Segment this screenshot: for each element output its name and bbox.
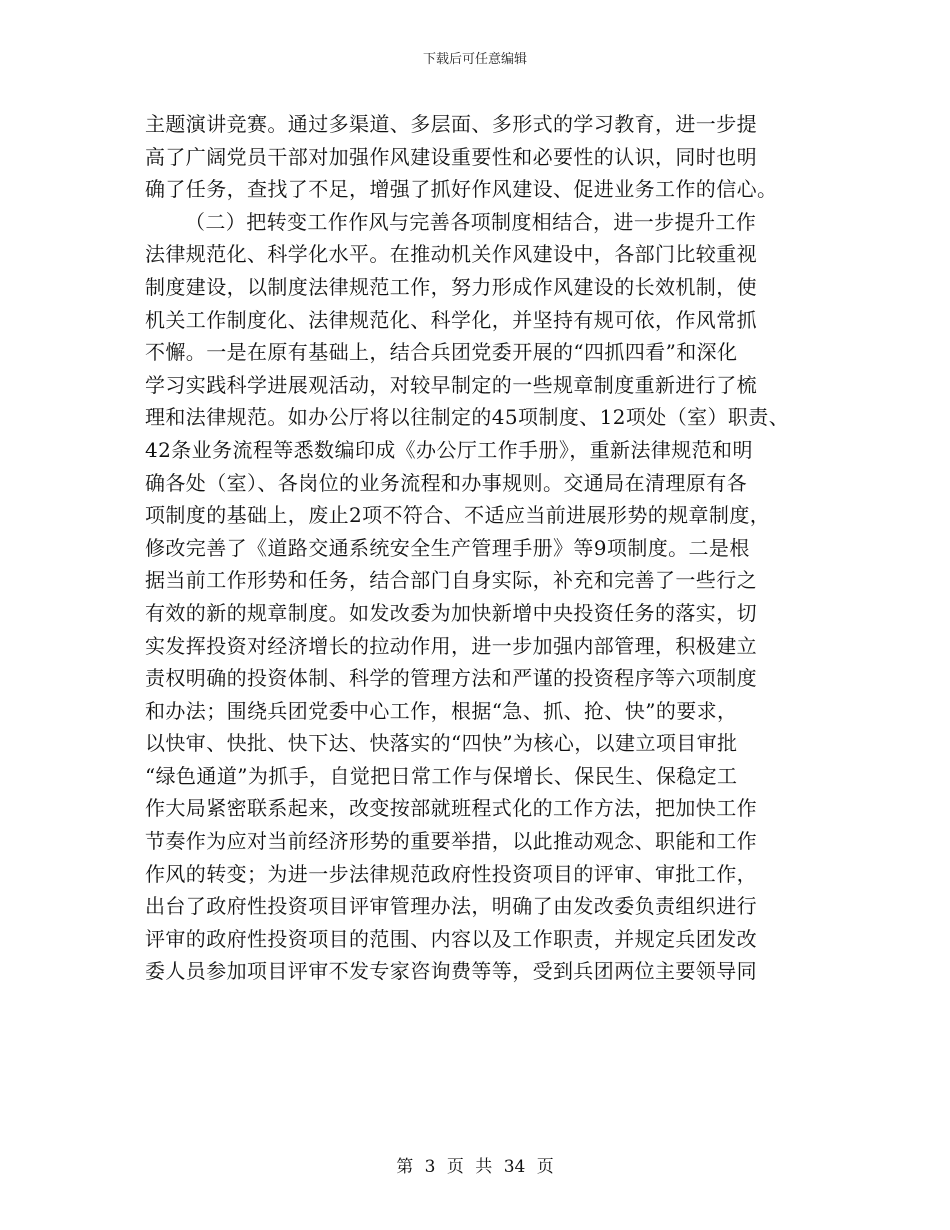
body-line: 实发挥投资对经济增长的拉动作用，进一步加强内部管理，积极建立 (145, 633, 757, 658)
body-line: 不懈。一是在原有基础上，结合兵团党委开展的“四抓四看”和深化 (145, 340, 738, 365)
body-line: 确了任务，查找了不足，增强了抓好作风建设、促进业务工作的信心。 (145, 177, 778, 202)
body-line: 据当前工作形势和任务，结合部门自身实际，补充和完善了一些行之 (145, 568, 757, 593)
body-line: 节奏作为应对当前经济形势的重要举措，以此推动观念、职能和工作 (145, 829, 757, 854)
body-line: 42条业务流程等悉数编印成《办公厅工作手册》，重新法律规范和明 (145, 437, 753, 462)
body-line: 责权明确的投资体制、科学的管理方法和严谨的投资程序等六项制度 (145, 666, 757, 691)
document-body (145, 108, 825, 988)
body-line: 和办法；围绕兵团党委中心工作，根据“急、抓、抢、快”的要求， (145, 698, 738, 723)
body-line: 学习实践科学进展观活动，对较早制定的一些规章制度重新进行了梳 (145, 372, 757, 397)
body-line: “绿色通道”为抓手，自觉把日常工作与保增长、保民生、保稳定工 (145, 763, 738, 788)
body-line: 修改完善了《道路交通系统安全生产管理手册》等9项制度。二是根 (145, 535, 750, 560)
body-line: 作大局紧密联系起来，改变按部就班程式化的工作方法，把加快工作 (145, 796, 757, 821)
page-footer: 第 3 页 共 34 页 (396, 1157, 554, 1177)
body-line: 有效的新的规章制度。如发改委为加快新增中央投资任务的落实，切 (145, 600, 757, 625)
body-line: 制度建设，以制度法律规范工作，努力形成作风建设的长效机制，使 (145, 274, 757, 299)
body-line: 理和法律规范。如办公厅将以往制定的45项制度、12项处（室）职责、 (145, 405, 790, 430)
body-line: 法律规范化、科学化水平。在推动机关作风建设中，各部门比较重视 (145, 242, 757, 267)
body-line: 评审的政府性投资项目的范围、内容以及工作职责，并规定兵团发改 (145, 926, 757, 951)
paragraph-start-line: （二）把转变工作作风与完善各项制度相结合，进一步提升工作 (185, 209, 757, 234)
body-line: 出台了政府性投资项目评审管理办法，明确了由发改委负责组织进行 (145, 894, 757, 919)
body-line: 以快审、快批、快下达、快落实的“四快”为核心，以建立项目审批 (145, 731, 738, 756)
body-line: 项制度的基础上，废止2项不符合、不适应当前进展形势的规章制度， (145, 503, 771, 528)
body-line: 高了广阔党员干部对加强作风建设重要性和必要性的认识，同时也明 (145, 144, 757, 169)
body-line: 委人员参加项目评审不发专家咨询费等等，受到兵团两位主要领导同 (145, 959, 757, 984)
body-line: 确各处（室）、各岗位的业务流程和办事规则。交通局在清理原有各 (145, 470, 747, 495)
page-header: 下载后可任意编辑 (422, 52, 527, 67)
body-line: 机关工作制度化、法律规范化、科学化，并坚持有规可依，作风常抓 (145, 307, 757, 332)
body-line: 作风的转变；为进一步法律规范政府性投资项目的评审、审批工作， (145, 861, 757, 886)
body-line: 主题演讲竞赛。通过多渠道、多层面、多形式的学习教育，进一步提 (145, 112, 757, 136)
